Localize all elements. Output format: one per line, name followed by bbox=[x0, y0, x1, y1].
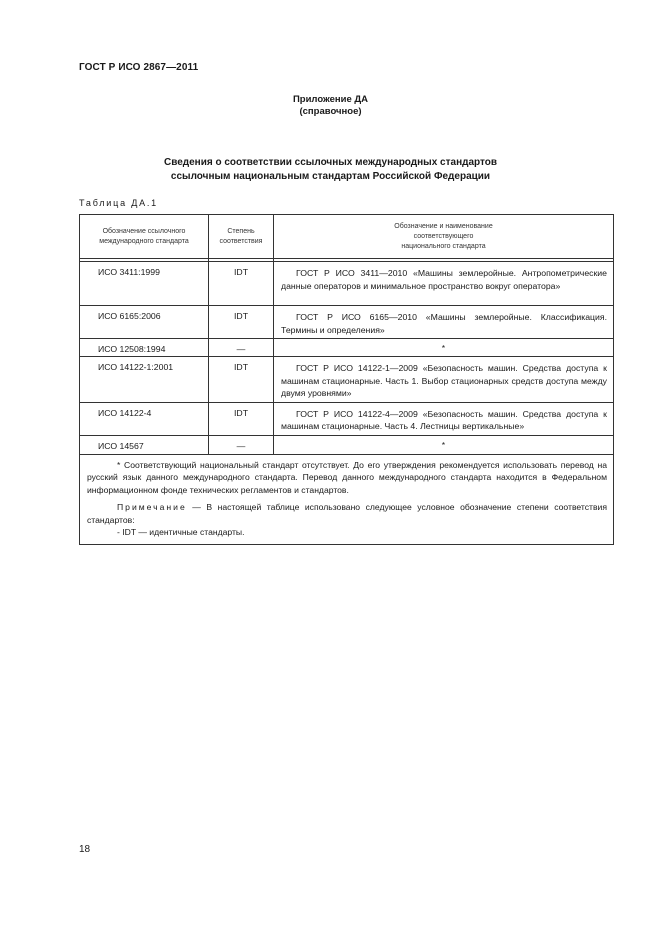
table-row bbox=[80, 306, 614, 339]
header-line: национального стандарта bbox=[401, 242, 486, 250]
national-standard-cell: * bbox=[274, 435, 614, 454]
national-standard-cell bbox=[274, 402, 614, 435]
intl-standard-cell: ИСО 14567 bbox=[80, 435, 209, 454]
table-row bbox=[80, 435, 614, 454]
header-degree bbox=[209, 215, 274, 259]
annex-heading-line-1: Сведения о соответствии ссылочных международных стандартов bbox=[163, 157, 498, 168]
footnote-text: * Соответствующий национальный стандарт отсутствует. До его утверждения рекомендуется использовать перевод на русский язык данного международного стандарта. Перевод данного международного стандарта находится в Федеральном информационном фонде технических регламентов и стандартов. bbox=[87, 459, 607, 495]
intl-standard-cell: ИСО 14122-4 bbox=[80, 402, 209, 435]
note-text: — В настоящей таблице использовано следующее условное обозначение степени соответствия стандартов: bbox=[87, 502, 607, 525]
annex-heading-line-2: ссылочным национальным стандартам Российской Федерации bbox=[170, 171, 491, 182]
header-line: Обозначение ссылочного bbox=[102, 227, 186, 235]
annex-heading bbox=[0, 156, 661, 184]
intl-standard-cell: ИСО 3411:1999 bbox=[80, 262, 209, 306]
note-paragraph bbox=[87, 501, 607, 526]
national-standard-text: ГОСТ Р ИСО 3411—2010 «Машины землеройные. Антропометрические данные операторов и минимальное пространство вокруг оператора» bbox=[281, 268, 607, 291]
degree-cell: IDT bbox=[209, 262, 274, 306]
table-caption: Таблица ДА.1 bbox=[79, 198, 158, 208]
intl-standard-cell: ИСО 12508:1994 bbox=[80, 339, 209, 357]
national-standard-cell bbox=[274, 262, 614, 306]
annex-kind: (справочное) bbox=[299, 106, 362, 117]
correspondence-table bbox=[79, 214, 614, 545]
degree-cell: — bbox=[209, 339, 274, 357]
table-row bbox=[80, 402, 614, 435]
national-standard-cell: * bbox=[274, 339, 614, 357]
degree-cell: — bbox=[209, 435, 274, 454]
table-footnote bbox=[80, 454, 614, 544]
note-label: Примечание bbox=[117, 502, 187, 512]
intl-standard-cell: ИСО 6165:2006 bbox=[80, 306, 209, 339]
header-line: международного стандарта bbox=[99, 237, 189, 245]
page-number: 18 bbox=[79, 844, 91, 855]
note-item: - IDT — идентичные стандарты. bbox=[117, 527, 245, 537]
header-line: Обозначение и наименование bbox=[394, 222, 493, 230]
header-line: соответствия bbox=[219, 237, 263, 245]
annex-title: Приложение ДА bbox=[292, 94, 369, 105]
degree-cell: IDT bbox=[209, 306, 274, 339]
document-code: ГОСТ Р ИСО 2867—2011 bbox=[79, 62, 199, 73]
header-national-standard bbox=[274, 215, 614, 259]
table-header-row bbox=[80, 215, 614, 259]
table-row bbox=[80, 357, 614, 403]
national-standard-text: ГОСТ Р ИСО 14122-4—2009 «Безопасность машин. Средства доступа к машинам стационарные. Часть 4. Лестницы вертикальные» bbox=[281, 408, 607, 431]
national-standard-text: ГОСТ Р ИСО 6165—2010 «Машины землеройные. Классификация. Термины и определения» bbox=[281, 312, 607, 335]
table-footnote-row bbox=[80, 454, 614, 544]
national-standard-text: ГОСТ Р ИСО 14122-1—2009 «Безопасность машин. Средства доступа к машинам стационарные. Часть 1. Выбор стационарных средств доступа между двумя уровнями» bbox=[281, 363, 607, 398]
intl-standard-cell: ИСО 14122-1:2001 bbox=[80, 357, 209, 403]
header-international-standard bbox=[80, 215, 209, 259]
degree-cell: IDT bbox=[209, 402, 274, 435]
national-standard-cell bbox=[274, 306, 614, 339]
header-line: Степень bbox=[227, 227, 255, 235]
national-standard-cell bbox=[274, 357, 614, 403]
degree-cell: IDT bbox=[209, 357, 274, 403]
header-line: соответствующего bbox=[413, 232, 474, 240]
table-row bbox=[80, 262, 614, 306]
table-row bbox=[80, 339, 614, 357]
